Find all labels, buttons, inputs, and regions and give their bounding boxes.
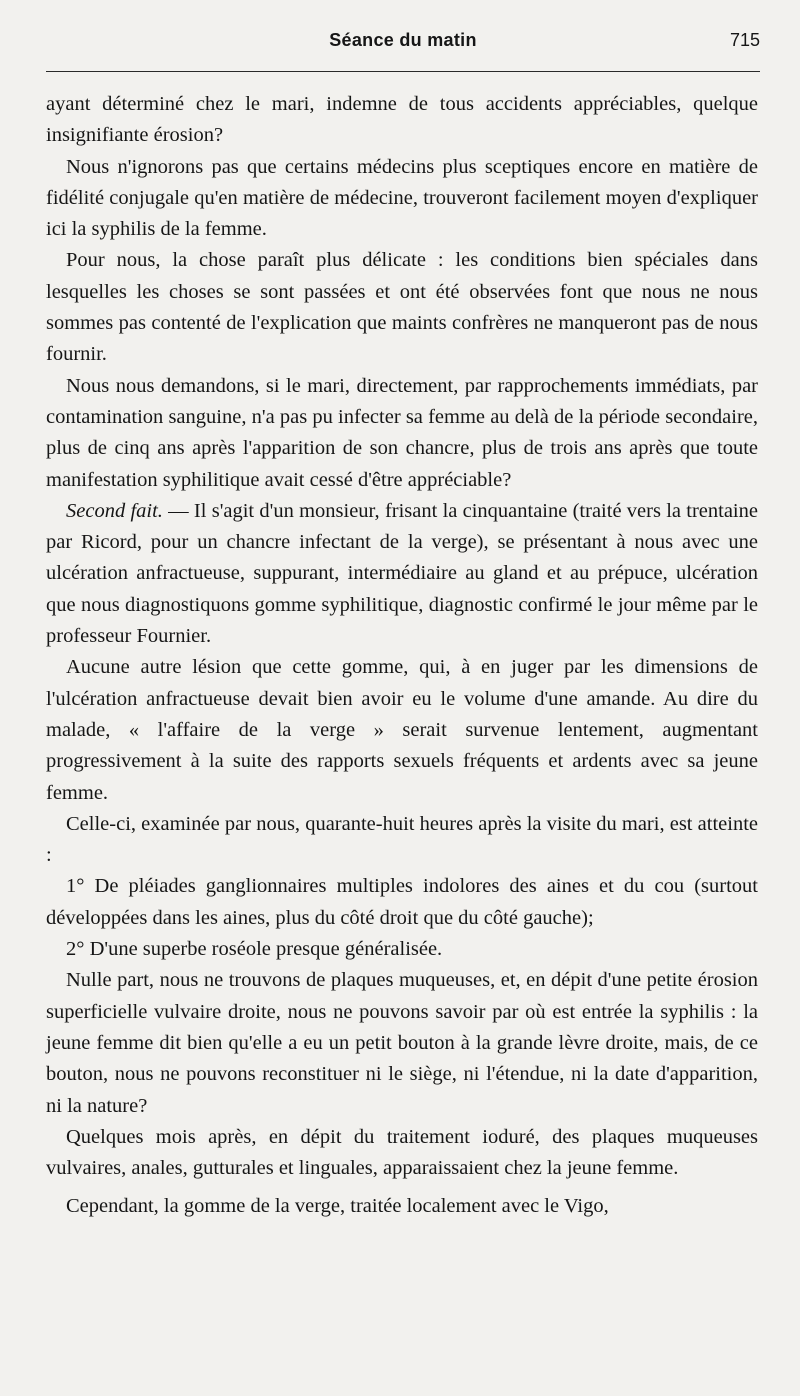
paragraph xyxy=(46,371,758,496)
paragraph-text: 1° De pléiades ganglionnaires multiples indolores des aines et du cou (surtout développées dans les aines, plus du côté droit que du côté gauche); xyxy=(46,875,758,929)
body-text xyxy=(46,89,758,1223)
section-lead: Second fait. xyxy=(66,499,163,522)
paragraph xyxy=(46,245,758,370)
paragraph xyxy=(46,152,758,246)
paragraph-text: Aucune autre lésion que cette gomme, qui, à en juger par les dimensions de l'ulcération anfractueuse devait bien avoir eu le volume d'une amande. Au dire du malade, « l'affaire de la verge » serait survenue lentement, augmentant progressivement à la suite des rapports sexuels fréquents et ardents avec sa jeune femme. xyxy=(46,656,758,804)
paragraph-text: ayant déterminé chez le mari, indemne de tous accidents appréciables, quelque insignifiante érosion? xyxy=(46,93,758,147)
paragraph-text: 2° D'une superbe roséole presque généralisée. xyxy=(66,938,443,961)
paragraph xyxy=(46,809,758,872)
paragraph-text: Nulle part, nous ne trouvons de plaques muqueuses, et, en dépit d'une petite érosion superficielle vulvaire droite, nous ne pouvons savoir par où est entrée la syphilis : la jeune femme dit bien qu'elle a eu un petit bouton à la grande lèvre droite, mais, de ce bouton, nous ne pouvons reconstituer ni le siège, ni l'étendue, ni la date d'apparition, ni la nature? xyxy=(46,969,758,1117)
paragraph-text: Quelques mois après, en dépit du traitement ioduré, des plaques muqueuses vulvaires, anales, gutturales et linguales, apparaissaient chez la jeune femme. xyxy=(46,1125,758,1180)
paragraph-text: — Il s'agit d'un monsieur, frisant la cinquantaine (traité vers la trentaine par Ricord, pour un chancre infectant de la verge), se présentant à nous avec une ulcération anfractueuse, suppurant, intermédiaire au gland et au prépuce, ulcération que nous diagnostiquons gomme syphilitique, diagnostic confirmé le jour même par le professeur Fournier. xyxy=(46,499,758,648)
paragraph-second-fait xyxy=(46,496,758,652)
paragraph xyxy=(46,965,758,1121)
paragraph-text: Nous nous demandons, si le mari, directement, par rapprochements immédiats, par contamination sanguine, n'a pas pu infecter sa femme au delà de la période secondaire, plus de cinq ans après l'apparition de son chancre, plus de trois ans après que toute manifestation syphilitique avait cessé d'être appréciable? xyxy=(46,374,758,491)
header-rule xyxy=(46,71,760,72)
paragraph xyxy=(46,652,758,808)
paragraph-text: Nous n'ignorons pas que certains médecins plus sceptiques encore en matière de fidélité conjugale qu'en matière de médecine, trouveront facilement moyen d'expliquer ici la syphilis de la femme. xyxy=(46,155,758,241)
paragraph-text: Pour nous, la chose paraît plus délicate : les conditions bien spéciales dans lesquelles les choses se sont passées et ont été observées font que nous ne nous sommes pas contenté de l'explication que maints confrères ne manqueront pas de nous fournir. xyxy=(46,249,758,366)
running-title: Séance du matin xyxy=(329,30,477,50)
paragraph-text: Celle-ci, examinée par nous, quarante-huit heures après la visite du mari, est atteinte : xyxy=(46,812,758,867)
page-number: 715 xyxy=(729,30,760,50)
paragraph xyxy=(46,1122,758,1185)
paragraph-text: Cependant, la gomme de la verge, traitée localement avec le Vigo, xyxy=(66,1195,609,1218)
list-item-2 xyxy=(46,934,758,965)
paragraph-continuation xyxy=(46,89,758,152)
running-header xyxy=(46,30,760,60)
list-item-1 xyxy=(46,871,758,934)
paragraph xyxy=(46,1191,758,1222)
